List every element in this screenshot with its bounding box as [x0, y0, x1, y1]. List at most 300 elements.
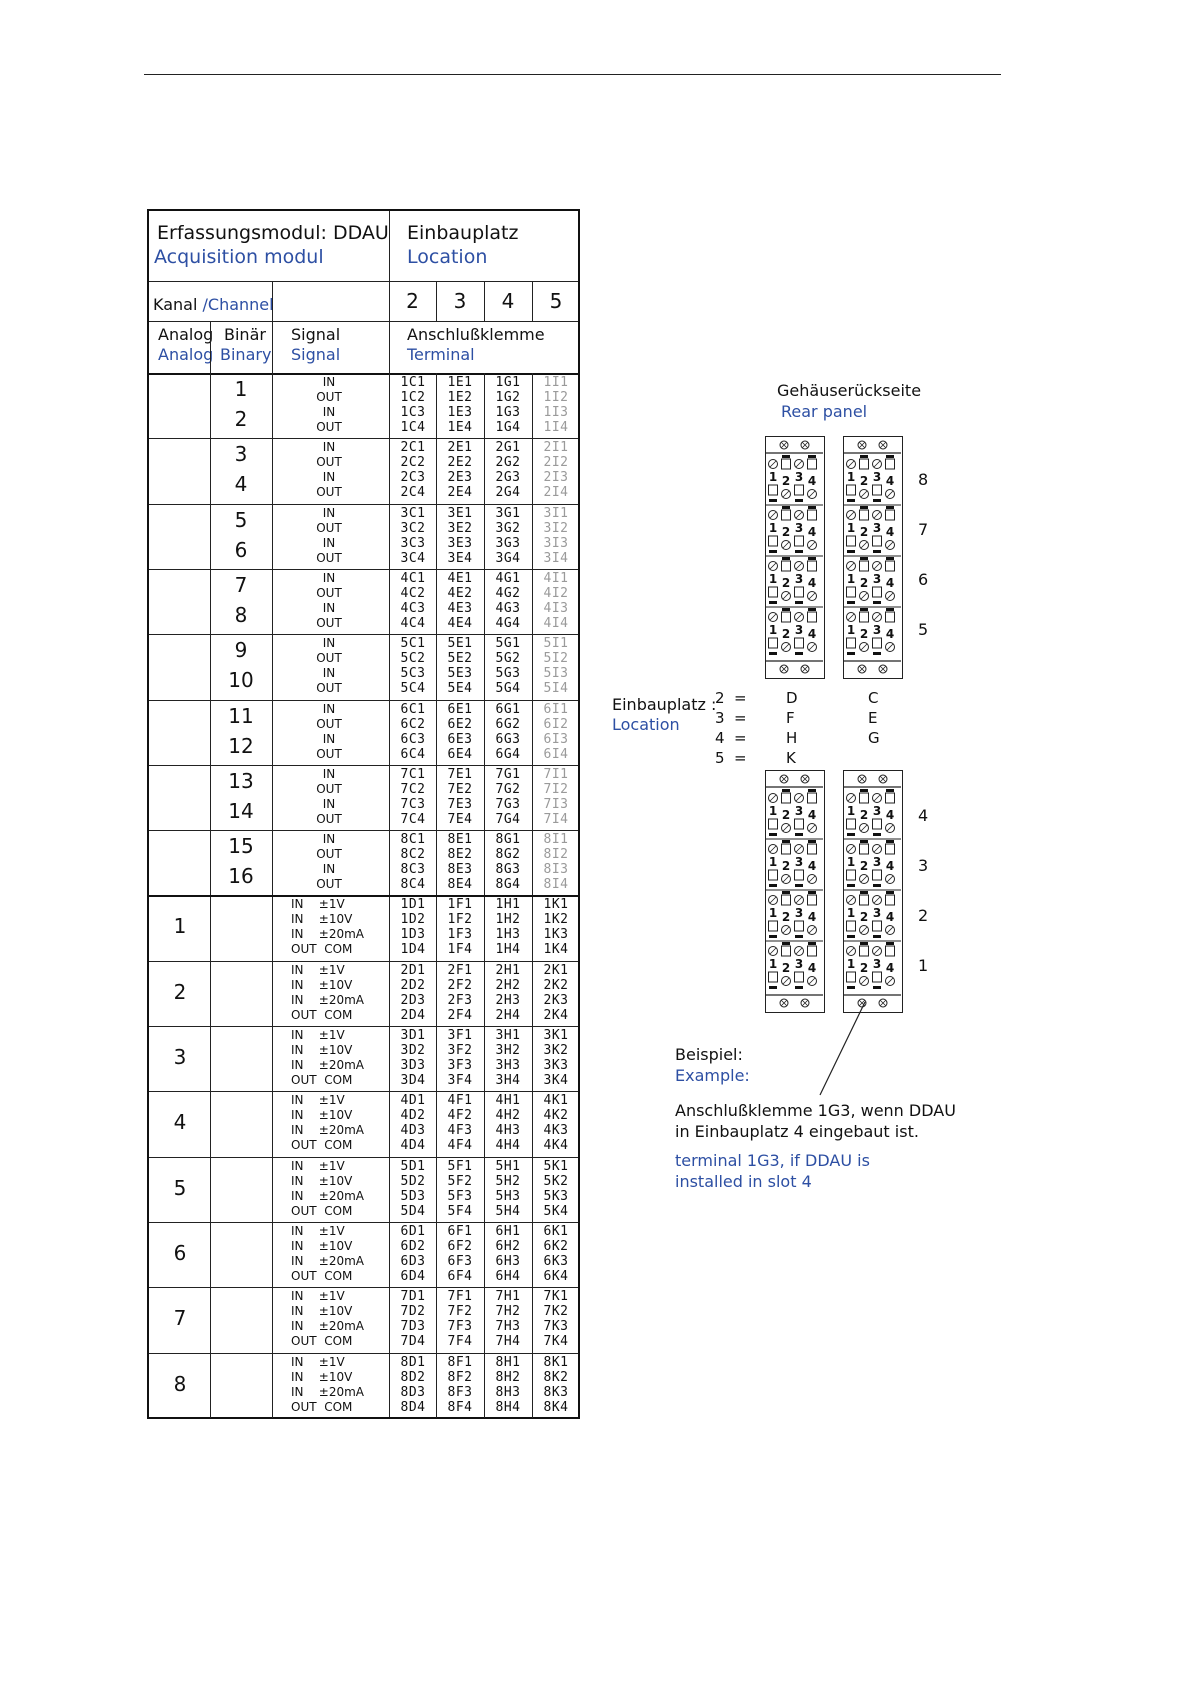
terminal-code: 4E4: [447, 615, 473, 631]
rack-drawing: [844, 771, 901, 1011]
terminal-bar-icon: [847, 986, 855, 989]
terminal-bar-icon: [886, 891, 894, 894]
grid-line: [149, 1026, 578, 1027]
terminal-code: 6H3: [495, 1253, 521, 1269]
terminal-bar-icon: [769, 935, 777, 938]
terminal-bar-icon: [795, 499, 803, 502]
terminal-bar-icon: [808, 840, 816, 843]
terminal-box-icon: [808, 793, 817, 803]
terminal-screw-icon: [809, 978, 815, 984]
terminal-code: 1F4: [447, 942, 473, 958]
terminal-screw-icon: [783, 978, 789, 984]
terminal-screw-icon: [770, 461, 776, 467]
terminal-code: 1G2: [495, 390, 521, 405]
terminal-code: 4F4: [447, 1138, 473, 1154]
terminal-screw-icon: [848, 795, 854, 801]
terminal-code: 2K3: [543, 992, 569, 1008]
kanal-label: Kanal /Channel: [153, 295, 274, 314]
terminal-code: 5H2: [495, 1173, 521, 1189]
terminal-digit: 4: [807, 627, 817, 641]
terminal-code: 4E1: [447, 570, 473, 586]
terminal-code: 6F4: [447, 1268, 473, 1284]
terminal-code: 3F2: [447, 1043, 473, 1058]
signal-label: IN ±1V: [291, 962, 345, 977]
terminal-bar-icon: [886, 557, 894, 560]
terminal-bar-icon: [873, 833, 881, 836]
terminal-digit: 4: [885, 859, 895, 873]
terminal-code: 4K4: [543, 1138, 569, 1154]
terminal-code: 1E3: [447, 405, 473, 420]
terminal-code: 3D2: [400, 1043, 426, 1058]
terminal-bar-icon: [795, 935, 803, 938]
terminal-code: 7G1: [495, 766, 521, 782]
terminal-bar-icon: [782, 789, 790, 792]
terminal-code: 7H4: [495, 1334, 521, 1350]
terminal-digit: 2: [781, 859, 791, 873]
terminal-box-icon: [782, 612, 791, 622]
terminal-code: 8D2: [400, 1369, 426, 1385]
terminal-digit: 2: [859, 808, 869, 822]
terminal-digit: 3: [794, 572, 804, 586]
terminal-digit: 2: [859, 474, 869, 488]
terminal-bar-icon: [860, 942, 868, 945]
terminal-code: 6D4: [400, 1268, 426, 1284]
terminal-box-icon: [769, 638, 778, 648]
terminal-code: 8D1: [400, 1354, 426, 1370]
terminal-screw-icon: [848, 614, 854, 620]
terminal-code: 5K2: [543, 1173, 569, 1189]
terminal-bar-icon: [769, 986, 777, 989]
terminal-box-icon: [808, 561, 817, 571]
terminal-box-icon: [769, 819, 778, 829]
terminal-bar-icon: [782, 891, 790, 894]
terminal-code: 7I3: [543, 796, 569, 812]
terminal-bar-icon: [769, 601, 777, 604]
terminal-code: 2H2: [495, 977, 521, 993]
terminal-bar-icon: [847, 601, 855, 604]
terminal-code: 5G4: [495, 681, 521, 697]
terminal-code: 7F3: [447, 1319, 473, 1335]
terminal-box-icon: [795, 972, 804, 982]
terminal-code: 1K3: [543, 927, 569, 943]
terminal-code: 2I1: [543, 440, 569, 456]
terminal-screw-icon: [887, 491, 893, 497]
signal-label: IN ±20mA: [291, 1188, 364, 1203]
terminal-code: 4G4: [495, 615, 521, 631]
terminal-code: 1G1: [495, 375, 521, 390]
signal-label: OUT: [316, 811, 342, 826]
terminal-code: 6G4: [495, 746, 521, 762]
location-map-left: D: [786, 689, 798, 707]
terminal-screw-icon: [848, 563, 854, 569]
analog-channel-number: 6: [173, 1240, 187, 1265]
terminal-code: 5H3: [495, 1188, 521, 1204]
terminal-digit: 1: [846, 957, 856, 971]
terminal-code: 6E2: [447, 716, 473, 732]
terminal-box-icon: [795, 485, 804, 495]
terminal-digit: 1: [768, 906, 778, 920]
terminal-box-icon: [769, 921, 778, 931]
terminal-screw-icon: [874, 795, 880, 801]
terminal-code: 2C3: [400, 470, 426, 486]
signal-label: OUT: [316, 746, 342, 761]
terminal-code: 5K1: [543, 1158, 569, 1174]
signal-label: OUT: [316, 681, 342, 696]
slot-number: 3: [453, 289, 467, 313]
signal-label: OUT COM: [291, 1334, 353, 1349]
terminal-box-icon: [886, 561, 895, 571]
terminal-bar-icon: [860, 840, 868, 843]
terminal-box-icon: [860, 895, 869, 905]
terminal-screw-icon: [861, 825, 867, 831]
terminal-code: 6K1: [543, 1223, 569, 1239]
terminal-screw-icon: [783, 644, 789, 650]
terminal-digit: 3: [872, 521, 882, 535]
signal-label: OUT COM: [291, 1073, 353, 1087]
terminal-code: 1D4: [400, 942, 426, 958]
terminal-code: 4G2: [495, 585, 521, 601]
terminal-screw-icon: [861, 927, 867, 933]
terminal-code: 2I3: [543, 470, 569, 486]
terminal-digit: 4: [807, 910, 817, 924]
terminal-code: 2E2: [447, 455, 473, 471]
signal-label: IN ±10V: [291, 1304, 353, 1319]
signal-label: IN ±20mA: [291, 992, 364, 1007]
terminal-code: 6G2: [495, 716, 521, 732]
terminal-digit: 3: [872, 572, 882, 586]
terminal-code: 8G2: [495, 847, 521, 863]
terminal-code: 7D3: [400, 1319, 426, 1335]
grid-line: [272, 321, 273, 1418]
terminal-box-icon: [873, 638, 882, 648]
signal-label: IN ±10V: [291, 1108, 353, 1123]
terminal-box-icon: [886, 844, 895, 854]
terminal-code: 6G1: [495, 701, 521, 717]
terminal-digit: 1: [846, 906, 856, 920]
terminal-box-icon: [847, 921, 856, 931]
terminal-box-icon: [782, 561, 791, 571]
terminal-code: 4E2: [447, 585, 473, 601]
terminal-bar-icon: [782, 557, 790, 560]
signal-label: IN: [322, 375, 336, 389]
terminal-code: 4I2: [543, 585, 569, 601]
terminal-code: 4K1: [543, 1093, 569, 1109]
terminal-box-icon: [782, 793, 791, 803]
terminal-code: 4C4: [400, 615, 426, 631]
terminal-bar-icon: [808, 557, 816, 560]
terminal-code: 8I3: [543, 862, 569, 878]
terminal-screw-icon: [887, 644, 893, 650]
terminal-code: 7G4: [495, 811, 521, 827]
signal-label: OUT: [316, 455, 342, 470]
terminal-digit: 3: [794, 855, 804, 869]
terminal-screw-icon: [809, 876, 815, 882]
rear-panel-rack: [765, 770, 825, 1013]
terminal-code: 4C1: [400, 570, 426, 586]
terminal-box-icon: [769, 536, 778, 546]
terminal-header-de: Anschlußklemme: [407, 325, 545, 344]
terminal-screw-icon: [796, 614, 802, 620]
terminal-box-icon: [873, 819, 882, 829]
terminal-code: 6K3: [543, 1253, 569, 1269]
terminal-digit: 1: [846, 572, 856, 586]
terminal-code: 2F1: [447, 962, 473, 978]
signal-label: IN ±10V: [291, 1173, 353, 1188]
analog-channel-number: 8: [173, 1371, 187, 1396]
terminal-code: 1C4: [400, 420, 426, 435]
terminal-code: 1K1: [543, 897, 569, 913]
terminal-code: 3G4: [495, 550, 521, 566]
terminal-code: 7C1: [400, 766, 426, 782]
signal-label: IN ±10V: [291, 1369, 353, 1384]
signal-label: IN ±20mA: [291, 1384, 364, 1399]
terminal-code: 2H1: [495, 962, 521, 978]
terminal-bar-icon: [808, 506, 816, 509]
terminal-screw-icon: [809, 825, 815, 831]
terminal-code: 4G3: [495, 600, 521, 616]
terminal-screw-icon: [848, 461, 854, 467]
terminal-box-icon: [860, 459, 869, 469]
terminal-code: 8I2: [543, 847, 569, 863]
rear-panel-title-en: Rear panel: [781, 402, 868, 421]
terminal-code: 3G3: [495, 535, 521, 551]
terminal-code: 2E1: [447, 440, 473, 456]
terminal-code: 1D2: [400, 912, 426, 928]
analog-channel-number: 1: [173, 914, 187, 939]
terminal-code: 6E3: [447, 731, 473, 747]
signal-label: OUT: [316, 651, 342, 666]
terminal-screw-icon: [796, 948, 802, 954]
terminal-box-icon: [886, 895, 895, 905]
terminal-screw-icon: [848, 948, 854, 954]
terminal-digit: 2: [781, 961, 791, 975]
terminal-bar-icon: [782, 455, 790, 458]
terminal-code: 7H2: [495, 1304, 521, 1320]
terminal-code: 6K2: [543, 1238, 569, 1254]
terminal-code: 5K4: [543, 1203, 569, 1219]
terminal-screw-icon: [887, 927, 893, 933]
location-map-left: F: [786, 709, 795, 727]
terminal-code: 4I1: [543, 570, 569, 586]
terminal-code: 8I4: [543, 877, 569, 893]
location-label-de: Einbauplatz :: [612, 695, 717, 714]
terminal-bar-icon: [808, 455, 816, 458]
terminal-screw-icon: [770, 795, 776, 801]
terminal-bar-icon: [886, 942, 894, 945]
terminal-screw-icon: [783, 491, 789, 497]
terminal-code: 8G1: [495, 832, 521, 848]
terminal-bar-icon: [795, 986, 803, 989]
terminal-screw-icon: [809, 542, 815, 548]
terminal-code: 5C4: [400, 681, 426, 697]
terminal-code: 3K2: [543, 1043, 569, 1058]
signal-label: IN ±20mA: [291, 927, 364, 942]
terminal-code: 1C1: [400, 375, 426, 390]
terminal-screw-icon: [874, 897, 880, 903]
binary-channel-number: 7: [234, 572, 248, 597]
binary-channel-number: 9: [234, 638, 248, 663]
terminal-bar-icon: [873, 499, 881, 502]
terminal-digit: 4: [807, 961, 817, 975]
terminal-bar-icon: [795, 550, 803, 553]
terminal-bar-icon: [782, 506, 790, 509]
terminal-screw-icon: [874, 948, 880, 954]
signal-label: IN: [322, 862, 336, 877]
grid-line: [149, 1353, 578, 1354]
signal-label: IN ±1V: [291, 897, 345, 912]
example-label-en: Example:: [675, 1066, 750, 1085]
grid-line: [149, 961, 578, 962]
terminal-code: 2D2: [400, 977, 426, 993]
terminal-bar-icon: [769, 833, 777, 836]
terminal-bar-icon: [795, 884, 803, 887]
terminal-code: 2C2: [400, 455, 426, 471]
terminal-code: 6F2: [447, 1238, 473, 1254]
terminal-code: 8E2: [447, 847, 473, 863]
terminal-digit: 2: [859, 525, 869, 539]
terminal-code: 3C2: [400, 520, 426, 536]
binary-channel-number: 16: [228, 864, 254, 889]
analog-channel-number: 3: [173, 1045, 187, 1069]
terminal-code: 8G3: [495, 862, 521, 878]
terminal-box-icon: [873, 587, 882, 597]
terminal-box-icon: [769, 587, 778, 597]
terminal-code: 7I2: [543, 781, 569, 797]
terminal-screw-icon: [770, 846, 776, 852]
terminal-code: 7E3: [447, 796, 473, 812]
terminal-digit: 4: [885, 525, 895, 539]
signal-label: OUT: [316, 585, 342, 600]
terminal-code: 1K2: [543, 912, 569, 928]
terminal-screw-icon: [887, 978, 893, 984]
binary-channel-number: 13: [228, 768, 254, 793]
terminal-bar-icon: [769, 884, 777, 887]
terminal-code: 3E4: [447, 550, 473, 566]
terminal-digit: 2: [859, 576, 869, 590]
signal-label: IN ±20mA: [291, 1253, 364, 1268]
terminal-code: 6E4: [447, 746, 473, 762]
signal-label: IN: [322, 832, 336, 847]
terminal-bar-icon: [886, 789, 894, 792]
terminal-code: 8F3: [447, 1384, 473, 1400]
terminal-code: 6C4: [400, 746, 426, 762]
terminal-digit: 2: [859, 910, 869, 924]
signal-label: OUT: [316, 485, 342, 500]
terminal-digit: 2: [781, 474, 791, 488]
terminal-bar-icon: [847, 652, 855, 655]
terminal-code: 5F2: [447, 1173, 473, 1189]
terminal-code: 1F1: [447, 897, 473, 913]
signal-label: IN: [322, 636, 336, 651]
terminal-code: 2D4: [400, 1007, 426, 1023]
terminal-box-icon: [769, 870, 778, 880]
terminal-digit: 2: [859, 961, 869, 975]
terminal-box-icon: [808, 895, 817, 905]
terminal-bar-icon: [873, 935, 881, 938]
location-map-eq: =: [734, 689, 747, 707]
signal-label: IN ±1V: [291, 1158, 345, 1173]
terminal-code: 5E2: [447, 651, 473, 667]
terminal-screw-icon: [809, 593, 815, 599]
terminal-digit: 1: [768, 521, 778, 535]
terminal-box-icon: [769, 485, 778, 495]
terminal-code: 1I4: [543, 420, 569, 435]
terminal-code: 1C2: [400, 390, 426, 405]
terminal-box-icon: [808, 459, 817, 469]
terminal-screw-icon: [848, 846, 854, 852]
terminal-digit: 1: [768, 572, 778, 586]
terminal-code: 7I1: [543, 766, 569, 782]
terminal-box-icon: [795, 638, 804, 648]
terminal-digit: 4: [885, 808, 895, 822]
terminal-code: 3F4: [447, 1073, 473, 1088]
signal-label: OUT COM: [291, 1399, 353, 1414]
terminal-code: 4H4: [495, 1138, 521, 1154]
terminal-code: 7C3: [400, 796, 426, 812]
terminal-screw-icon: [887, 825, 893, 831]
terminal-bar-icon: [873, 884, 881, 887]
terminal-digit: 4: [885, 961, 895, 975]
terminal-code: 7K4: [543, 1334, 569, 1350]
signal-label: IN: [322, 470, 336, 485]
terminal-code: 2K4: [543, 1007, 569, 1023]
terminal-code: 1I2: [543, 390, 569, 405]
terminal-code: 8D4: [400, 1399, 426, 1415]
terminal-code: 8C4: [400, 877, 426, 893]
terminal-code: 4I3: [543, 600, 569, 616]
terminal-code: 5E3: [447, 666, 473, 682]
terminal-code: 2D1: [400, 962, 426, 978]
terminal-code: 7C4: [400, 811, 426, 827]
analog-channel-number: 5: [173, 1175, 187, 1200]
terminal-box-icon: [847, 972, 856, 982]
terminal-code: 3D3: [400, 1058, 426, 1073]
rack-row-label: 3: [918, 856, 929, 875]
terminal-digit: 4: [885, 627, 895, 641]
terminal-code: 7G3: [495, 796, 521, 812]
terminal-code: 8C3: [400, 862, 426, 878]
terminal-code: 4C3: [400, 600, 426, 616]
signal-label: OUT COM: [291, 1007, 353, 1022]
slot-number: 5: [549, 289, 563, 313]
terminal-code: 3I1: [543, 505, 569, 521]
location-map-slot: 5: [715, 749, 725, 767]
terminal-code: 8D3: [400, 1384, 426, 1400]
terminal-box-icon: [769, 972, 778, 982]
binary-channel-number: 3: [234, 442, 248, 467]
terminal-digit: 3: [872, 855, 882, 869]
binary-header-en: Binary: [220, 345, 272, 364]
terminal-code: 4F3: [447, 1123, 473, 1139]
terminal-code: 6F1: [447, 1223, 473, 1239]
terminal-screw-icon: [887, 876, 893, 882]
terminal-box-icon: [847, 485, 856, 495]
terminal-code: 8E3: [447, 862, 473, 878]
terminal-code: 1F3: [447, 927, 473, 943]
terminal-box-icon: [808, 612, 817, 622]
terminal-digit: 1: [846, 804, 856, 818]
binary-channel-number: 2: [234, 407, 248, 431]
terminal-digit: 4: [807, 474, 817, 488]
terminal-code: 1C3: [400, 405, 426, 420]
signal-label: IN ±10V: [291, 912, 353, 927]
terminal-code: 8H4: [495, 1399, 521, 1415]
slot-number: 4: [501, 289, 515, 313]
terminal-bar-icon: [873, 601, 881, 604]
terminal-bar-icon: [886, 840, 894, 843]
terminal-code: 4D1: [400, 1093, 426, 1109]
terminal-code: 3G1: [495, 505, 521, 521]
